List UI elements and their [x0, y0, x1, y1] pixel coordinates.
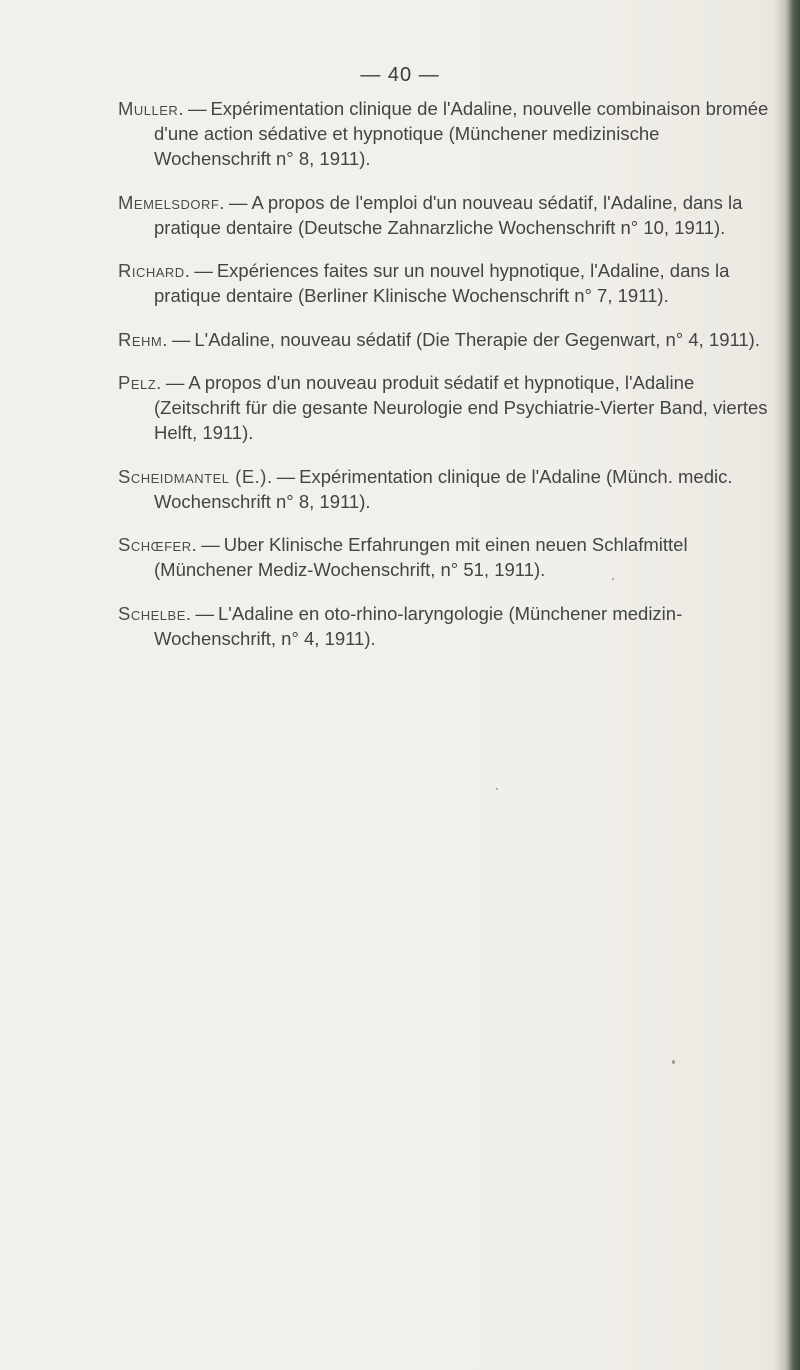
entry-text: Expérimentation clinique de l'Adaline (Münch. medic. Wochenschrift n° 8, 1911). — [154, 465, 733, 512]
entry-dash: — — [201, 534, 220, 555]
paper-speck — [612, 578, 614, 580]
entry-text: A propos d'un nouveau produit sédatif et hypnotique, l'Adaline (Zeitschrift für die gesante Neurologie end Psychiatrie-Vierter Band, viertes Helft, 1911). — [154, 372, 768, 443]
entry-dash: — — [228, 191, 248, 213]
entry-text: Expériences faites sur un nouvel hypnotique, l'Adaline, dans la pratique dentaire (Berliner Klinische Wochenschrift n° 7, 1911). — [154, 260, 730, 306]
entry-author: Scheidmantel (E.). — [118, 465, 273, 487]
paper-speck — [672, 1060, 675, 1064]
entry-author: Memelsdorf. — [118, 191, 225, 213]
entry-dash: — — [195, 602, 214, 624]
entry-author: Pelz. — [118, 372, 162, 393]
bibliography-list — [118, 96, 778, 656]
entry-dash: — — [165, 372, 185, 393]
entry-dash: — — [171, 328, 191, 350]
entry-dash: — — [276, 465, 296, 487]
bibliography-entry — [118, 327, 778, 352]
entry-text: Expérimentation clinique de l'Adaline, nouvelle combinaison bromée d'une action sédative et hypnotique (Münchener medizinische Wochenschrift n° 8, 1911). — [154, 98, 769, 169]
entry-dash: — — [194, 260, 213, 281]
entry-text: L'Adaline en oto-rhino-laryngologie (Münchener medizin-Wochenschrift, n° 4, 1911). — [154, 602, 683, 649]
entry-author: Schœfer. — [118, 534, 198, 555]
entry-author: Muller. — [118, 98, 184, 119]
paper-speck — [496, 788, 498, 790]
entry-author: Rehm. — [118, 328, 168, 350]
entry-text: L'Adaline, nouveau sédatif (Die Therapie der Gegenwart, n° 4, 1911). — [194, 328, 760, 350]
bibliography-entry — [118, 96, 778, 171]
bibliography-entry — [118, 532, 778, 582]
page-number: — 40 — — [360, 64, 440, 86]
bibliography-entry — [118, 190, 778, 240]
entry-text: A propos de l'emploi d'un nouveau sédatif, l'Adaline, dans la pratique dentaire (Deutsche Zahnarzliche Wochenschrift n° 10, 1911). — [154, 191, 743, 238]
entry-author: Schelbe. — [118, 602, 192, 624]
entry-author: Richard. — [118, 260, 191, 281]
entry-dash: — — [187, 98, 207, 119]
bibliography-entry — [118, 258, 778, 308]
bibliography-entry — [118, 464, 778, 514]
bibliography-entry — [118, 601, 778, 651]
entry-text: Uber Klinische Erfahrungen mit einen neuen Schlafmittel (Münchener Mediz-Wochenschrift, n° 51, 1911). — [154, 534, 688, 580]
bibliography-entry — [118, 370, 778, 445]
